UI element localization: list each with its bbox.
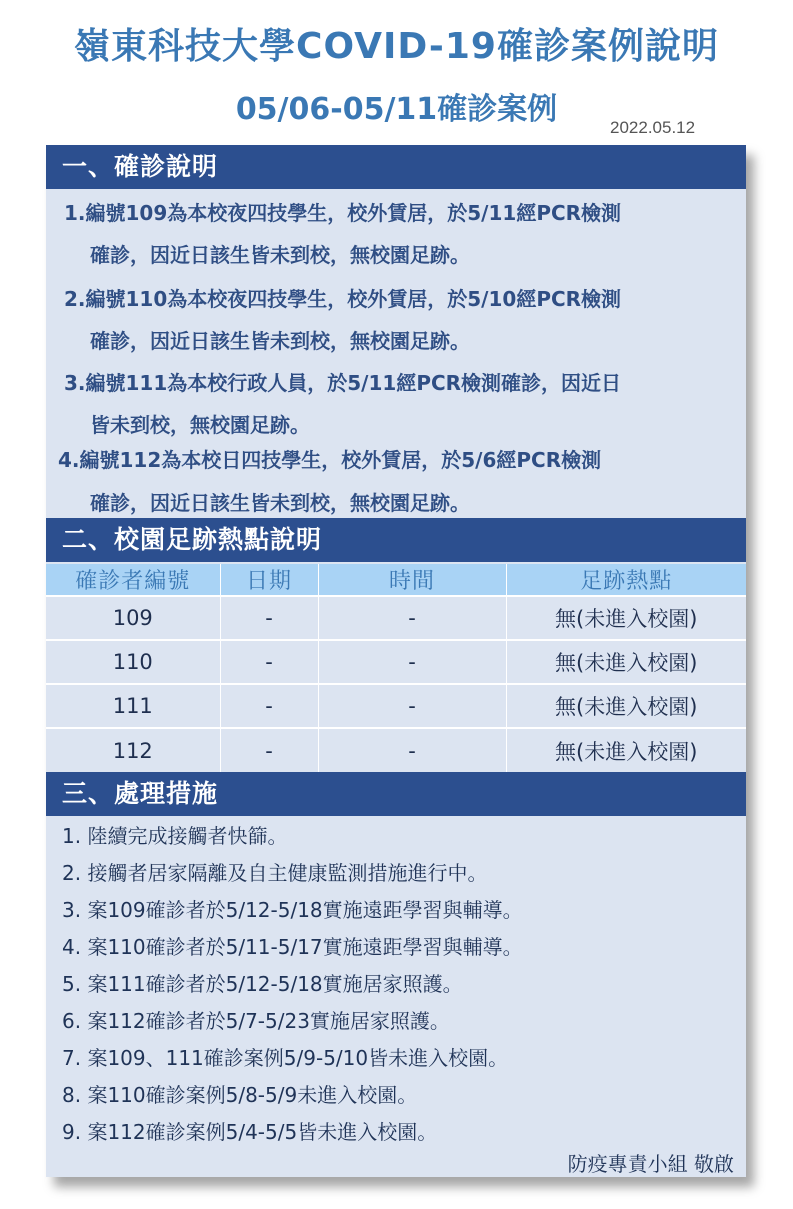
page-title: 嶺東科技大學COVID-19確診案例說明 [74, 26, 719, 67]
measure-item: 2. 接觸者居家隔離及自主健康監測措施進行中。 [62, 861, 488, 885]
table-row [46, 640, 746, 684]
date-cell: - [220, 640, 318, 684]
hotspot-cell: 無(未進入校園) [506, 728, 746, 772]
diagnosis-line: 皆未到校，無校園足跡。 [90, 413, 310, 437]
date-cell: - [220, 728, 318, 772]
diagnosis-line: 確診，因近日該生皆未到校，無校園足跡。 [90, 243, 470, 267]
hotspot-cell: 無(未進入校園) [506, 640, 746, 684]
time-cell: - [318, 596, 506, 640]
diagnosis-line: 4.編號112為本校日四技學生，校外賃居，於5/6經PCR檢測 [58, 448, 602, 472]
measure-item: 9. 案112確診案例5/4-5/5皆未進入校園。 [62, 1120, 438, 1144]
column-header: 時間 [318, 564, 506, 596]
table-row [46, 596, 746, 640]
time-cell: - [318, 640, 506, 684]
column-header: 確診者編號 [46, 564, 220, 596]
date-cell: - [220, 684, 318, 728]
section-heading-measures: 三、處理措施 [46, 772, 746, 816]
measure-item: 7. 案109、111確診案例5/9-5/10皆未進入校園。 [62, 1046, 509, 1070]
content-panel [46, 145, 746, 1177]
page-subtitle: 05/06-05/11確診案例 [235, 92, 558, 127]
diagnosis-line: 確診，因近日該生皆未到校，無校園足跡。 [90, 329, 470, 353]
table-row [46, 728, 746, 772]
column-header: 日期 [220, 564, 318, 596]
measure-item: 6. 案112確診者於5/7-5/23實施居家照護。 [62, 1009, 450, 1033]
case-id-cell: 109 [46, 596, 220, 640]
measure-item: 1. 陸續完成接觸者快篩。 [62, 824, 288, 848]
section-heading-diagnosis: 一、確診說明 [46, 145, 746, 189]
time-cell: - [318, 728, 506, 772]
table-header-row [46, 564, 746, 596]
measure-item: 4. 案110確診者於5/11-5/17實施遠距學習與輔導。 [62, 935, 523, 959]
hotspot-cell: 無(未進入校園) [506, 684, 746, 728]
section-heading-footprint: 二、校園足跡熱點說明 [46, 518, 746, 562]
footprint-table [46, 564, 746, 772]
table-row [46, 684, 746, 728]
case-id-cell: 112 [46, 728, 220, 772]
case-id-cell: 110 [46, 640, 220, 684]
measure-item: 5. 案111確診者於5/12-5/18實施居家照護。 [62, 972, 463, 996]
hotspot-cell: 無(未進入校園) [506, 596, 746, 640]
publish-date: 2022.05.12 [610, 118, 696, 137]
signature: 防疫專責小組 敬啟 [567, 1152, 734, 1176]
diagnosis-line: 2.編號110為本校夜四技學生，校外賃居，於5/10經PCR檢測 [64, 287, 622, 311]
diagnosis-line: 確診，因近日該生皆未到校，無校園足跡。 [90, 491, 470, 515]
column-header: 足跡熱點 [506, 564, 746, 596]
case-id-cell: 111 [46, 684, 220, 728]
time-cell: - [318, 684, 506, 728]
diagnosis-line: 3.編號111為本校行政人員，於5/11經PCR檢測確診，因近日 [64, 371, 622, 395]
measure-item: 3. 案109確診者於5/12-5/18實施遠距學習與輔導。 [62, 898, 523, 922]
measure-item: 8. 案110確診案例5/8-5/9未進入校園。 [62, 1083, 418, 1107]
date-cell: - [220, 596, 318, 640]
diagnosis-line: 1.編號109為本校夜四技學生，校外賃居，於5/11經PCR檢測 [64, 201, 622, 225]
